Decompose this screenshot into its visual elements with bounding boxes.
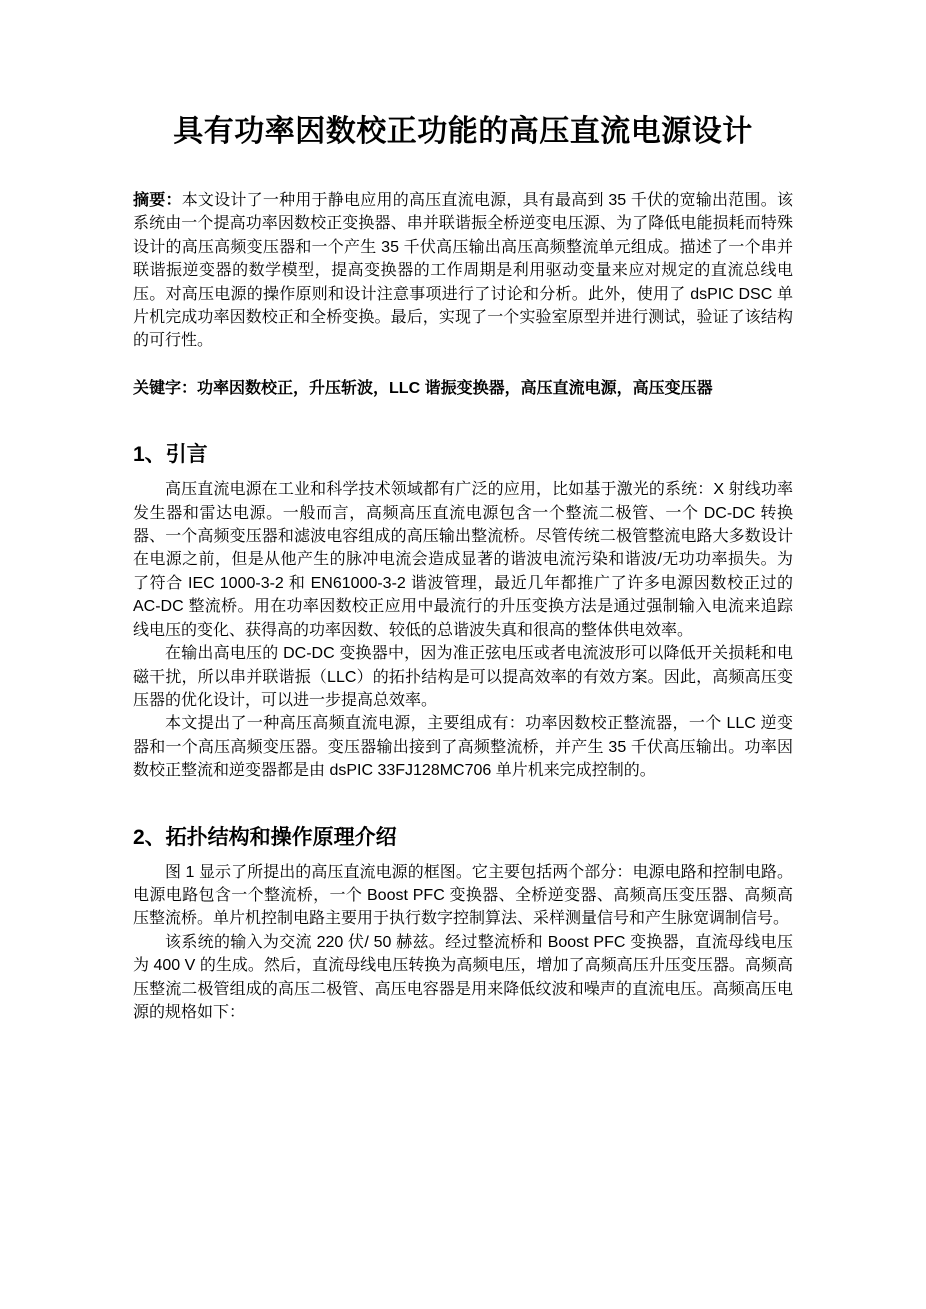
abstract-text: 本文设计了一种用于静电应用的高压直流电源，具有最高到 35 千伏的宽输出范围。该系统由一个提高功率因数校正变换器、串并联谐振全桥逆变电压源、为了降低电能损耗而特殊设计的高压高频变压器和一个产生 35 千伏高压输出高压高频整流单元组成。描述了一个串并联谐振逆变器的数学模型，提高变换器的工作周期是利用驱动变量来应对规定的直流总线电压。对高压电源的操作原则和设计注意事项进行了讨论和分析。此外，使用了 dsPIC DSC 单片机完成功率因数校正和全桥变换。最后，实现了一个实验室原型并进行测试，验证了该结构的可行性。 — [133, 192, 793, 350]
section-1-body — [133, 478, 793, 782]
keywords-label: 关键字： — [133, 379, 198, 397]
abstract-paragraph — [133, 189, 793, 353]
keywords-line — [133, 377, 793, 400]
section-1-paragraph: 本文提出了一种高压高频直流电源，主要组成有：功率因数校正整流器，一个 LLC 逆变器和一个高压高频变压器。变压器输出接到了高频整流桥，并产生 35 千伏高压输出。功率因数校正整流和逆变器都是由 dsPIC 33FJ128MC706 单片机来完成控制的。 — [133, 715, 793, 780]
section-1-heading: 1、引言 — [133, 443, 208, 467]
section-2-heading: 2、拓扑结构和操作原理介绍 — [133, 825, 397, 849]
section-1-paragraph: 高压直流电源在工业和科学技术领域都有广泛的应用，比如基于激光的系统：X 射线功率发生器和雷达电源。一般而言，高频高压直流电源包含一个整流二极管、一个 DC-DC 转换器、一个高频变压器和滤波电容组成的高压输出整流桥。尽管传统二极管整流电路大多数设计在电源之前，但是从他产生的脉冲电流会造成显著的谐波电流污染和谐波/无功功率损失。为了符合 IEC 1000-3-2 和 EN61000-3-2 谐波管理，最近几年都推广了许多电源因数校正过的 AC-DC 整流桥。用在功率因数校正应用中最流行的升压变换方法是通过强制输入电流来追踪线电压的变化、获得高的功率因数、较低的总谐波失真和很高的整体供电效率。 — [133, 481, 793, 639]
section-2-body — [133, 861, 793, 1025]
section-2-paragraph: 图 1 显示了所提出的高压直流电源的框图。它主要包括两个部分：电源电路和控制电路。电源电路包含一个整流桥，一个 Boost PFC 变换器、全桥逆变器、高频高压变压器、高频高压整流桥。单片机控制电路主要用于执行数字控制算法、采样测量信号和产生脉宽调制信号。 — [133, 863, 793, 928]
page-title: 具有功率因数校正功能的高压直流电源设计 — [173, 115, 753, 148]
keywords-text: 功率因数校正，升压斩波，LLC 谐振变换器，高压直流电源，高压变压器 — [197, 379, 713, 397]
abstract-label: 摘要： — [133, 192, 182, 209]
section-2-paragraph: 该系统的输入为交流 220 伏/ 50 赫兹。经过整流桥和 Boost PFC 变换器，直流母线电压为 400 V 的生成。然后，直流母线电压转换为高频电压，增加了高频高压升压变压器。高频高压整流二极管组成的高压二极管、高压电容器是用来降低纹波和噪声的直流电压。高频高压电源的规格如下： — [133, 933, 793, 1021]
section-1-paragraph: 在输出高电压的 DC-DC 变换器中，因为准正弦电压或者电流波形可以降低开关损耗和电磁干扰，所以串并联谐振（LLC）的拓扑结构是可以提高效率的有效方案。因此，高频高压变压器的优化设计，可以进一步提高总效率。 — [133, 645, 793, 709]
